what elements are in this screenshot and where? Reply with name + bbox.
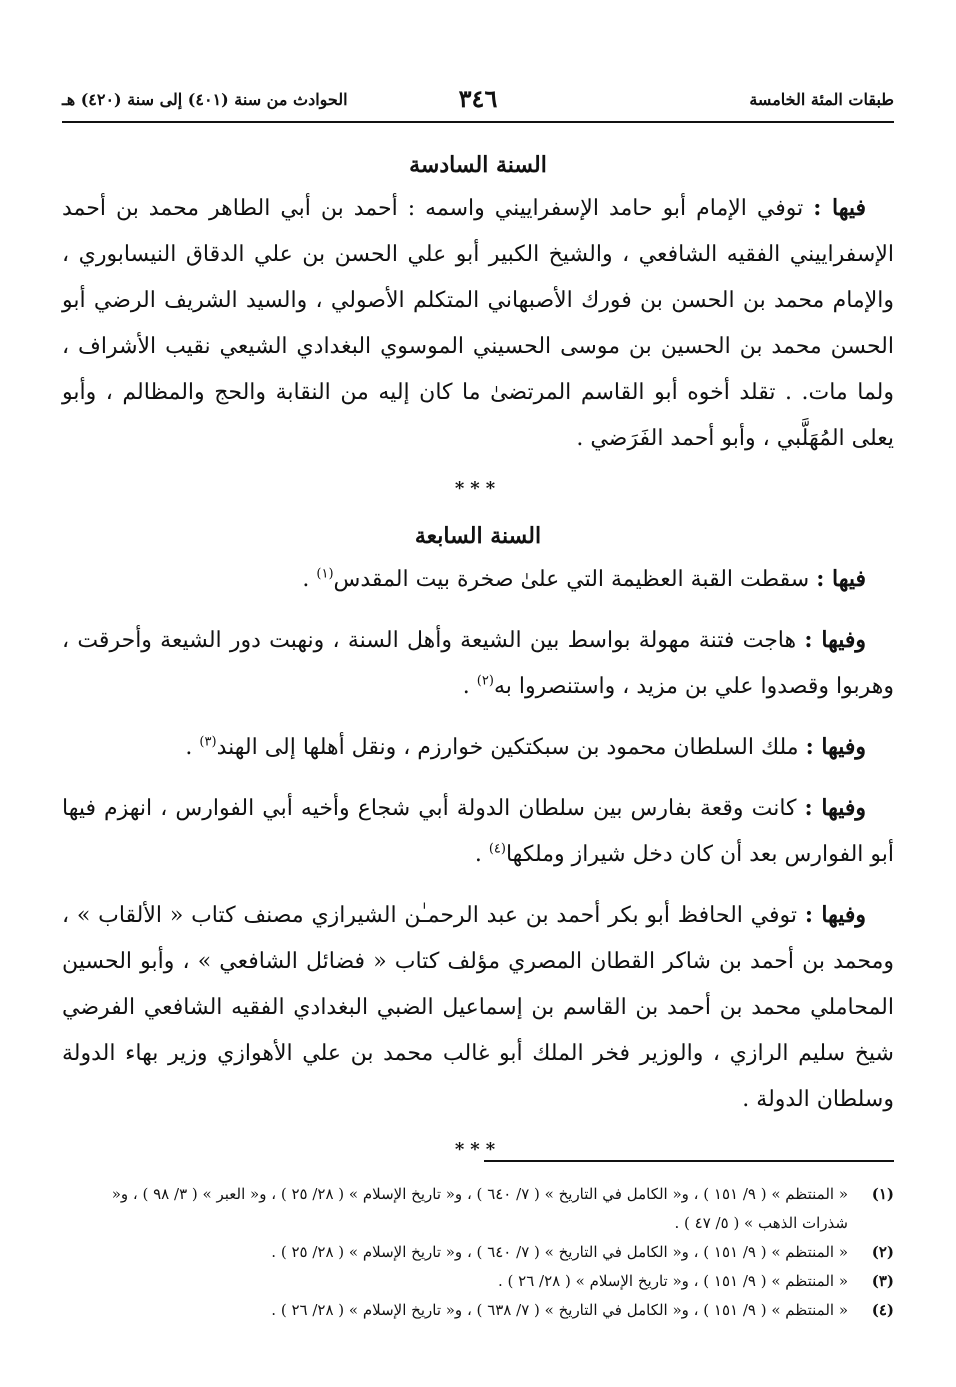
paragraph-lead: وفيها : [804,902,867,928]
header-chapter-range: الحوادث من سنة (٤٠١) إلى سنة (٤٢٠) هـ [62,90,348,109]
paragraph-lead: وفيها : [804,627,866,653]
running-header [62,84,894,116]
footnote-text: « المنتظم » ( ٩/ ١٥١ ) ، و« الكامل في التاريخ » ( ٧/ ٦٤٠ ) ، و« تاريخ الإسلام » ( ٢٨/ ٢٥ ) ، و« العبر » ( ٣/ ٩٨ ) ، و« شذرات الذهب » ( ٥/ ٤٧ ) . [111,1185,848,1232]
footnote [62,1267,894,1296]
footnote [62,1180,894,1238]
paragraph [62,892,894,1123]
paragraph-text: سقطت القبة العظيمة التي علىٰ صخرة بيت المقدس [333,567,810,592]
header-book-title: طبقات المئة الخامسة [749,90,894,109]
section-separator: *** [454,1139,502,1160]
paragraph-text: ملك السلطان محمود بن سبكتكين خوارزم ، ونقل أهلها إلى الهند [216,735,799,760]
footnote-number: (٣) [871,1272,894,1290]
footnote-number: (١) [871,1185,894,1203]
page-number: ٣٤٦ [458,84,498,113]
footnote-text: « المنتظم » ( ٩/ ١٥١ ) ، و« الكامل في التاريخ » ( ٧/ ٦٤٠ ) ، و« تاريخ الإسلام » ( ٢٨/ ٢٥ ) . [271,1243,848,1261]
paragraph [62,724,894,771]
section-title-year6: السنة السادسة [409,152,547,178]
paragraph-text: هاجت فتنة مهولة بواسط بين الشيعة وأهل السنة ، ونهبت دور الشيعة وأحرقت ، وهربوا وقصدوا علي بن مزيد ، واستنصروا به [62,628,894,699]
paragraph [62,185,894,462]
footnote-ref[interactable]: (١) [316,566,334,582]
paragraph [62,556,894,603]
paragraph-end: . [302,567,317,592]
paragraph [62,617,894,710]
footnote [62,1296,894,1325]
footnote-ref[interactable]: (٤) [488,841,506,857]
paragraph [62,785,894,878]
main-text [62,145,894,1177]
footnote [62,1238,894,1267]
footnote-text: « المنتظم » ( ٩/ ١٥١ ) ، و« الكامل في التاريخ » ( ٧/ ٦٣٨ ) ، و« تاريخ الإسلام » ( ٢٨/ ٢٦ ) . [271,1301,848,1319]
paragraph-end: . [474,842,489,867]
footnote-divider [484,1160,894,1162]
paragraph-text: توفي الإمام أبو حامد الإسفراييني واسمه : أحمد بن أبي الطاهر محمد بن أحمد الإسفراييني الفقيه الشافعي ، والشيخ الكبير أبو علي الحسن بن علي الدقاق النيسابوري ، والإمام محمد بن الحسن بن فورك الأصبهاني المتكلم الأصولي ، والسيد الشريف الرضي أبو الحسن محمد بن الحسين بن موسى الحسيني الموسوي البغدادي الشيعي نقيب الأشراف ، ولما مات. . تقلد أخوه أبو القاسم المرتضىٰ ما كان إليه من النقابة والحج والمظالم ، وأبو يعلى المُهَلَّبي ، وأبو أحمد الفَرَضي . [62,196,894,451]
section-title-year7: السنة السابعة [414,523,542,549]
paragraph-text: توفي الحافظ أبو بكر أحمد بن عبد الرحمـٰن الشيرازي مصنف كتاب « الألقاب » ، ومحمد بن أحمد بن شاكر القطان المصري مؤلف كتاب « فضائل الشافعي » ، وأبو الحسين المحاملي محمد بن أحمد بن القاسم بن إسماعيل الضبي البغدادي الفقيه الشافعي الفرضي شيخ سليم الرازي ، والوزير فخر الملك أبو غالب محمد بن علي الأهوازي وزير بهاء الدولة وسلطان الدولة . [62,903,894,1112]
paragraph-lead: وفيها : [804,795,866,821]
paragraph-lead: وفيها : [805,734,866,760]
footnote-number: (٤) [871,1301,894,1319]
header-divider [62,121,894,123]
footnote-text: « المنتظم » ( ٩/ ١٥١ ) ، و« تاريخ الإسلام » ( ٢٨/ ٢٦ ) . [498,1272,848,1290]
footnote-number: (٢) [871,1243,894,1261]
paragraph-end: . [462,674,477,699]
section-separator: *** [454,478,502,499]
paragraph-lead: فيها : [813,195,867,221]
paragraph-end: . [185,735,200,760]
footnotes [62,1180,894,1325]
footnote-ref[interactable]: (٢) [476,673,494,689]
paragraph-lead: فيها : [816,566,866,592]
footnote-ref[interactable]: (٣) [199,734,217,750]
paragraph-text: كانت وقعة بفارس بين سلطان الدولة أبي شجاع وأخيه أبي الفوارس ، انهزم فيها أبو الفوارس بعد أن كان دخل شيراز وملكها [62,796,894,867]
